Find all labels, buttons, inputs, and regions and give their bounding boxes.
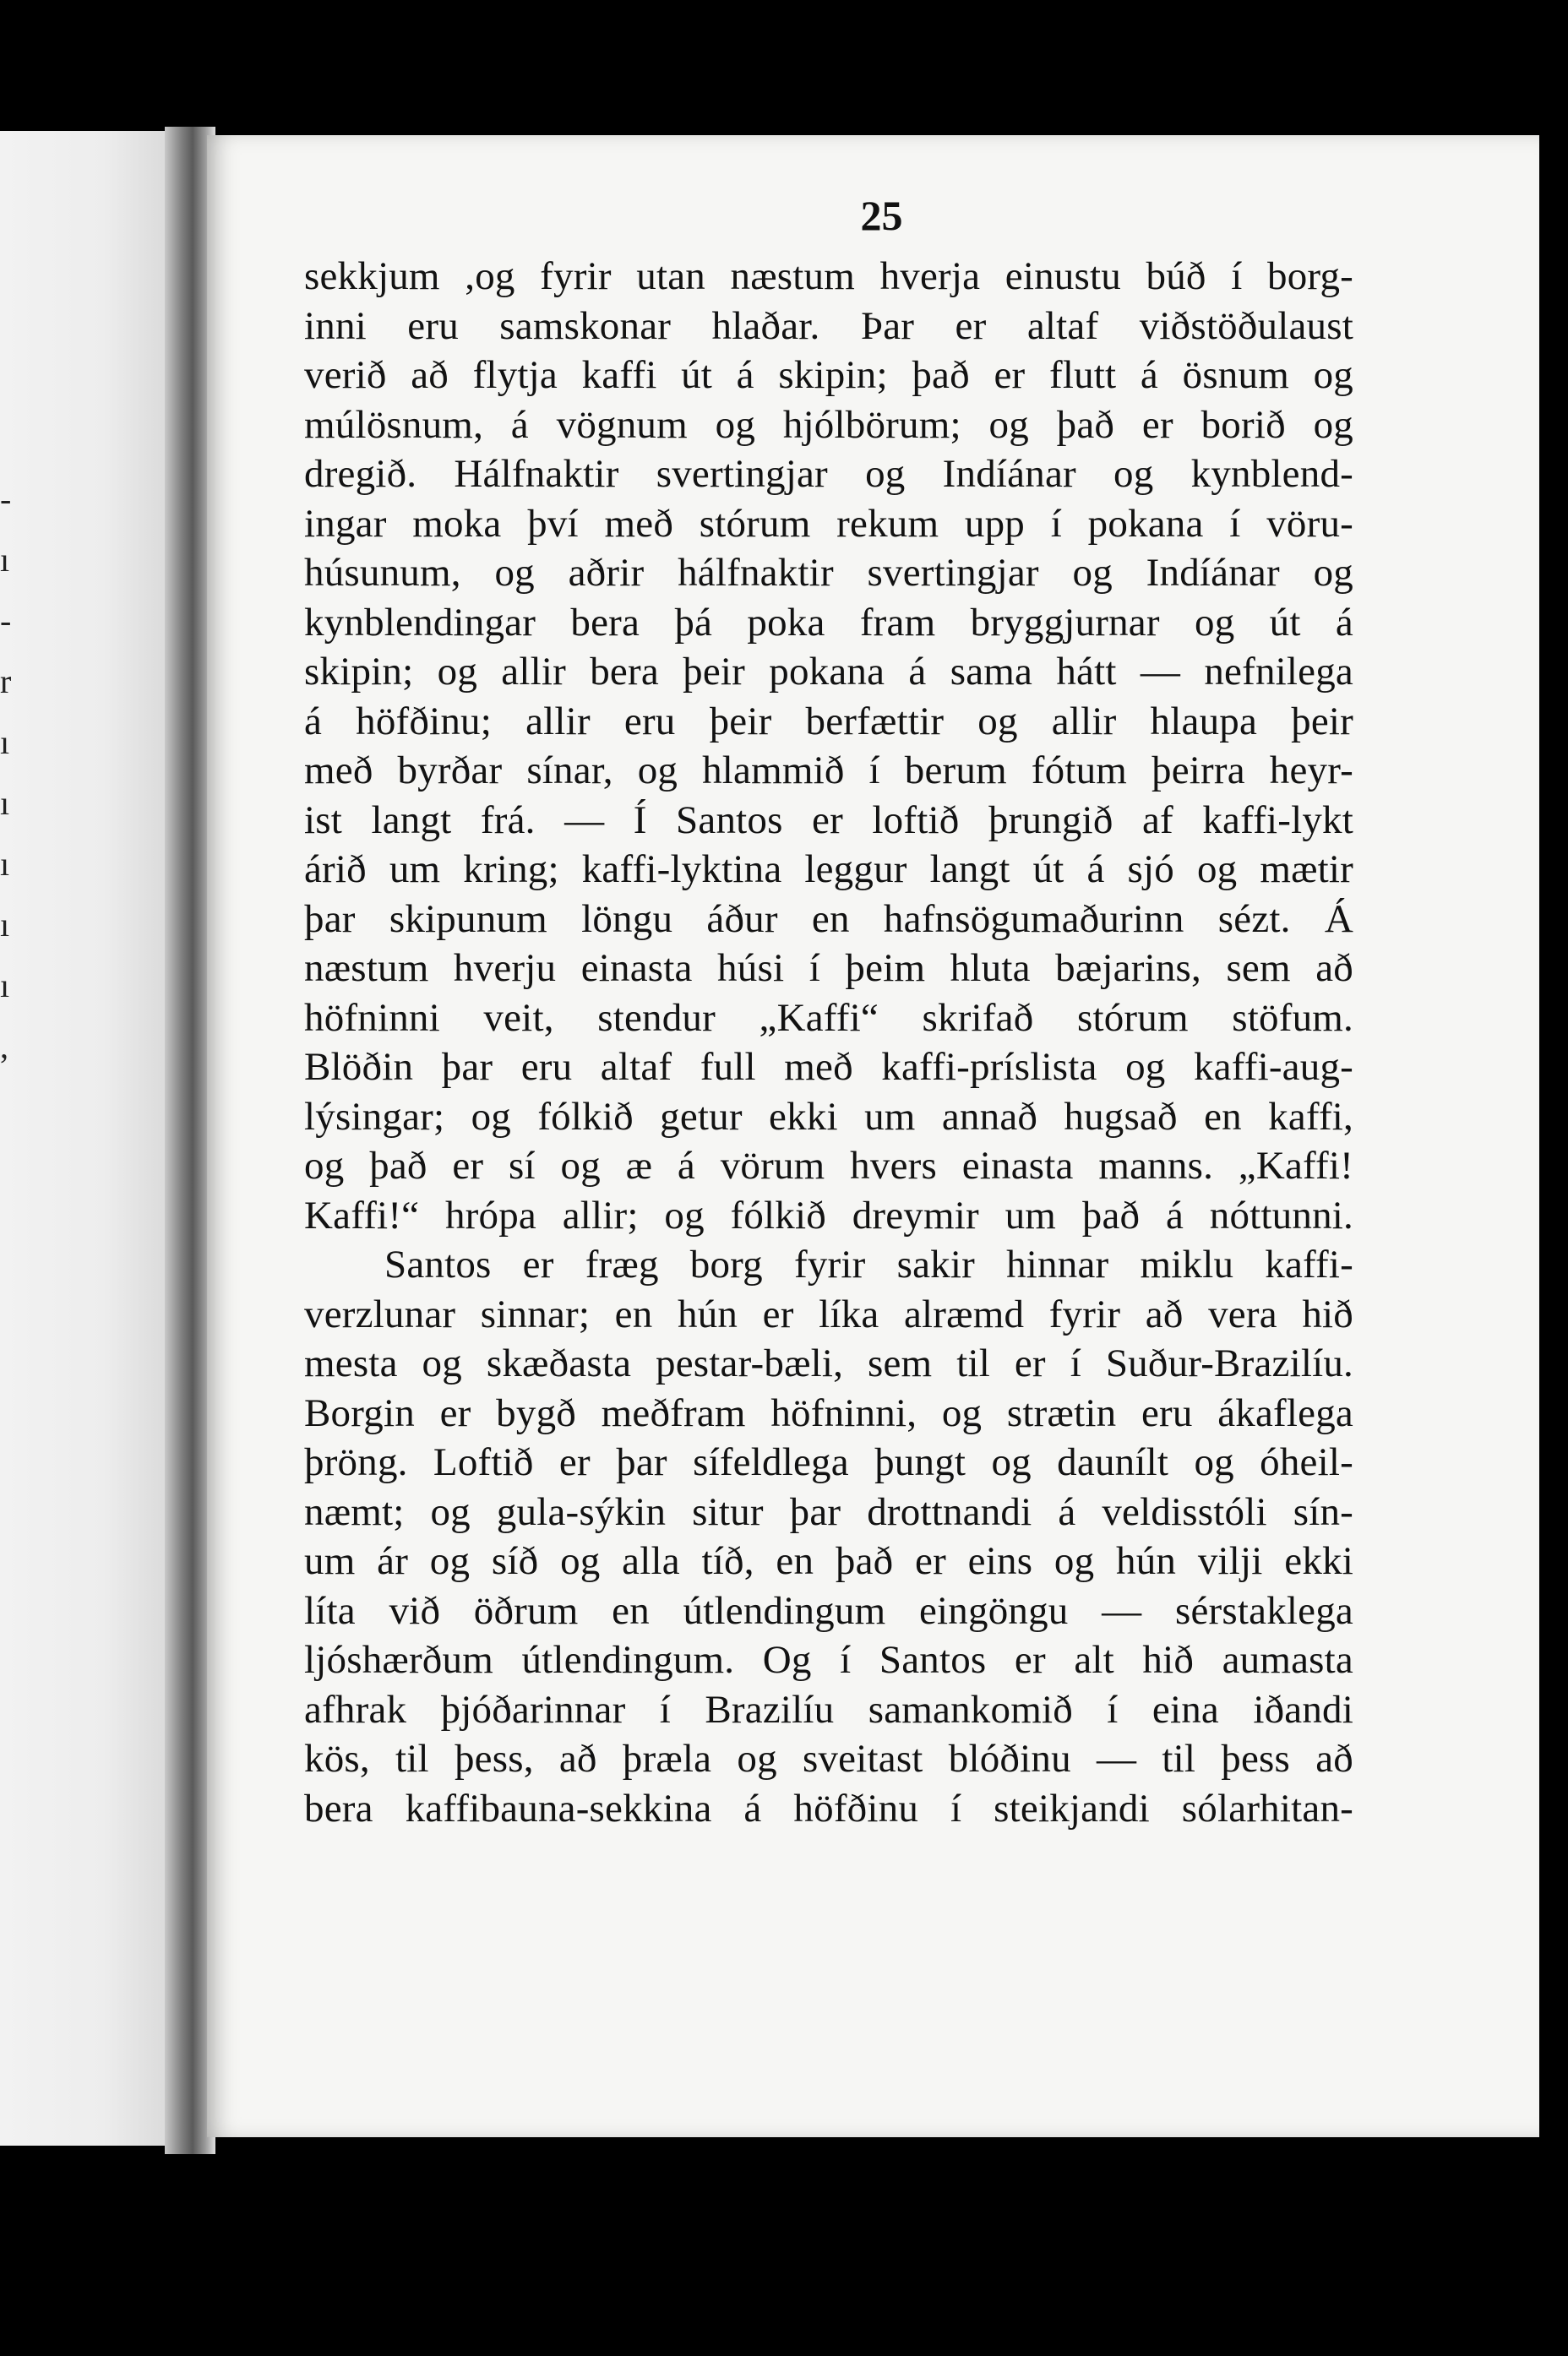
page-number: 25: [860, 192, 903, 239]
text-line: skipin; og allir bera þeir pokana á sama hátt — nefnilega: [304, 650, 1353, 694]
facing-mark: ı: [0, 966, 10, 1004]
text-line: þar skipunum löngu áður en hafnsögumaðurinn sézt. Á: [304, 896, 1353, 941]
facing-mark: ı: [0, 723, 10, 761]
text-line: Kaffi!“ hrópa allir; og fólkið dreymir um það á nóttunni.: [304, 1193, 1353, 1238]
text-line: Blöðin þar eru altaf full með kaffi-príslista og kaffi-aug-: [304, 1045, 1353, 1089]
text-line: á höfðinu; allir eru þeir berfættir og allir hlaupa þeir: [304, 699, 1353, 743]
text-line: afhrak þjóðarinnar í Brazilíu samankomið í eina iðandi: [304, 1687, 1353, 1732]
facing-mark: ı: [0, 906, 10, 944]
text-line: verzlunar sinnar; en hún er líka alræmd fyrir að vera hið: [304, 1292, 1353, 1336]
text-line: líta við öðrum en útlendingum eingöngu — sérstaklega: [304, 1588, 1353, 1633]
text-line: um ár og síð og alla tíð, en það er eins og hún vilji ekki: [304, 1539, 1353, 1583]
facing-page-edge: [0, 131, 173, 2146]
facing-mark: -: [0, 601, 12, 639]
text-line: inni eru samskonar hlaðar. Þar er altaf viðstöðulaust: [304, 303, 1353, 348]
facing-mark: ı: [0, 845, 10, 883]
body-text: [304, 252, 1353, 1833]
text-line: mesta og skæðasta pestar-bæli, sem til er í Suður-Brazilíu.: [304, 1341, 1353, 1385]
book-page: [207, 135, 1539, 2137]
text-line: sekkjum ,og fyrir utan næstum hverja einustu búð í borg-: [304, 254, 1353, 298]
text-line: ingar moka því með stórum rekum upp í pokana í vöru-: [304, 501, 1353, 546]
text-line: múlösnum, á vögnum og hjólbörum; og það er borið og: [304, 402, 1353, 447]
text-line: með byrðar sínar, og hlammið í berum fótum þeirra heyr-: [304, 748, 1353, 792]
text-line: húsunum, og aðrir hálfnaktir svertingjar og Indíánar og: [304, 551, 1353, 595]
text-line: lýsingar; og fólkið getur ekki um annað hugsað en kaffi,: [304, 1094, 1353, 1139]
text-line: og það er sí og æ á vörum hvers einasta manns. „Kaffi!: [304, 1144, 1353, 1188]
text-line: Santos er fræg borg fyrir sakir hinnar miklu kaffi-: [384, 1243, 1353, 1287]
text-line: ljóshærðum útlendingum. Og í Santos er alt hið aumasta: [304, 1638, 1353, 1682]
text-line: bera kaffibauna-sekkina á höfðinu í steikjandi sólarhitan-: [304, 1786, 1353, 1831]
facing-mark: r: [0, 662, 12, 700]
text-line: dregið. Hálfnaktir svertingjar og Indíánar og kynblend-: [304, 452, 1353, 496]
text-line: næmt; og gula-sýkin situr þar drottnandi á veldisstóli sín-: [304, 1489, 1353, 1534]
text-line: árið um kring; kaffi-lyktina leggur langt út á sjó og mætir: [304, 847, 1353, 891]
text-line: kös, til þess, að þræla og sveitast blóðinu — til þess að: [304, 1737, 1353, 1781]
text-line: Borgin er bygð meðfram höfninni, og strætin eru ákaflega: [304, 1390, 1353, 1435]
text-line: kynblendingar bera þá poka fram bryggjurnar og út á: [304, 600, 1353, 645]
facing-mark: ,: [0, 1027, 8, 1065]
text-line: næstum hverju einasta húsi í þeim hluta bæjarins, sem að: [304, 946, 1353, 990]
text-line: höfninni veit, stendur „Kaffi“ skrifað stórum stöfum.: [304, 995, 1353, 1040]
facing-mark: ı: [0, 784, 10, 822]
facing-mark: -: [0, 480, 12, 518]
text-line: þröng. Loftið er þar sífeldlega þungt og daunílt og óheil-: [304, 1440, 1353, 1484]
text-line: ist langt frá. — Í Santos er loftið þrungið af kaffi-lykt: [304, 797, 1353, 842]
facing-page-marks: [0, 469, 19, 1077]
text-line: verið að flytja kaffi út á skipin; það er flutt á ösnum og: [304, 353, 1353, 397]
facing-mark: ı: [0, 541, 10, 579]
